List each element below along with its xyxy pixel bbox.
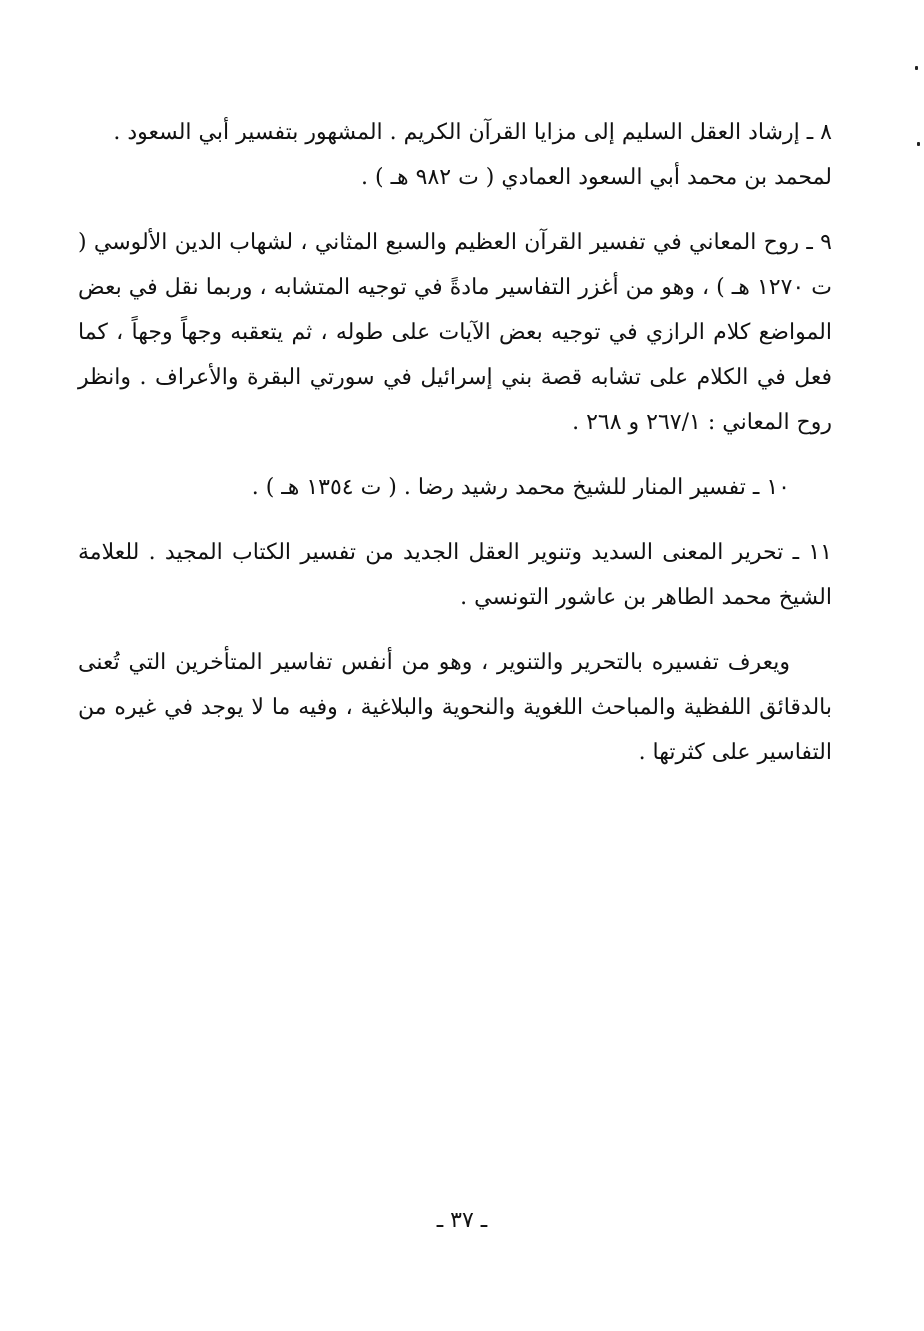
commentary-paragraph: ويعرف تفسيره بالتحرير والتنوير ، وهو من أنفس تفاسير المتأخرين التي تُعنى بالدقائق اللفظية والمباحث اللغوية والنحوية والبلاغية ، وفيه ما لا يوجد في غيره من التفاسير على كثرتها . [78,650,832,765]
page-number: ـ ٣٧ ـ [436,1208,488,1233]
reference-list [78,110,832,775]
scan-speck [917,142,920,146]
reference-item-8-line-2: لمحمد بن محمد أبي السعود العمادي ( ت ٩٨٢ هـ ) . [361,165,832,190]
reference-item-11: ١١ ـ تحرير المعنى السديد وتنوير العقل الجديد من تفسير الكتاب المجيد . للعلامة الشيخ محمد الطاهر بن عاشور التونسي . [78,540,832,610]
reference-item-9: ٩ ـ روح المعاني في تفسير القرآن العظيم والسبع المثاني ، لشهاب الدين الألوسي ( ت ١٢٧٠ هـ ) ، وهو من أغزر التفاسير مادةً في توجيه المتشابه ، وربما نقل في بعض المواضع كلام الرازي في توجيه بعض الآيات على طوله ، ثم يتعقبه وجهاً وجهاً ، كما فعل في الكلام على تشابه قصة بني إسرائيل في سورتي البقرة والأعراف . وانظر روح المعاني : ٢٦٧/١ و ٢٦٨ . [78,230,832,435]
reference-item-8-line-1: ٨ ـ إرشاد العقل السليم إلى مزايا القرآن الكريم . المشهور بتفسير أبي السعود . [113,120,832,145]
scan-speck [915,66,918,70]
reference-item-10: ١٠ ـ تفسير المنار للشيخ محمد رشيد رضا . ( ت ١٣٥٤ هـ ) . [251,475,790,500]
reference-item-8 [78,110,832,200]
